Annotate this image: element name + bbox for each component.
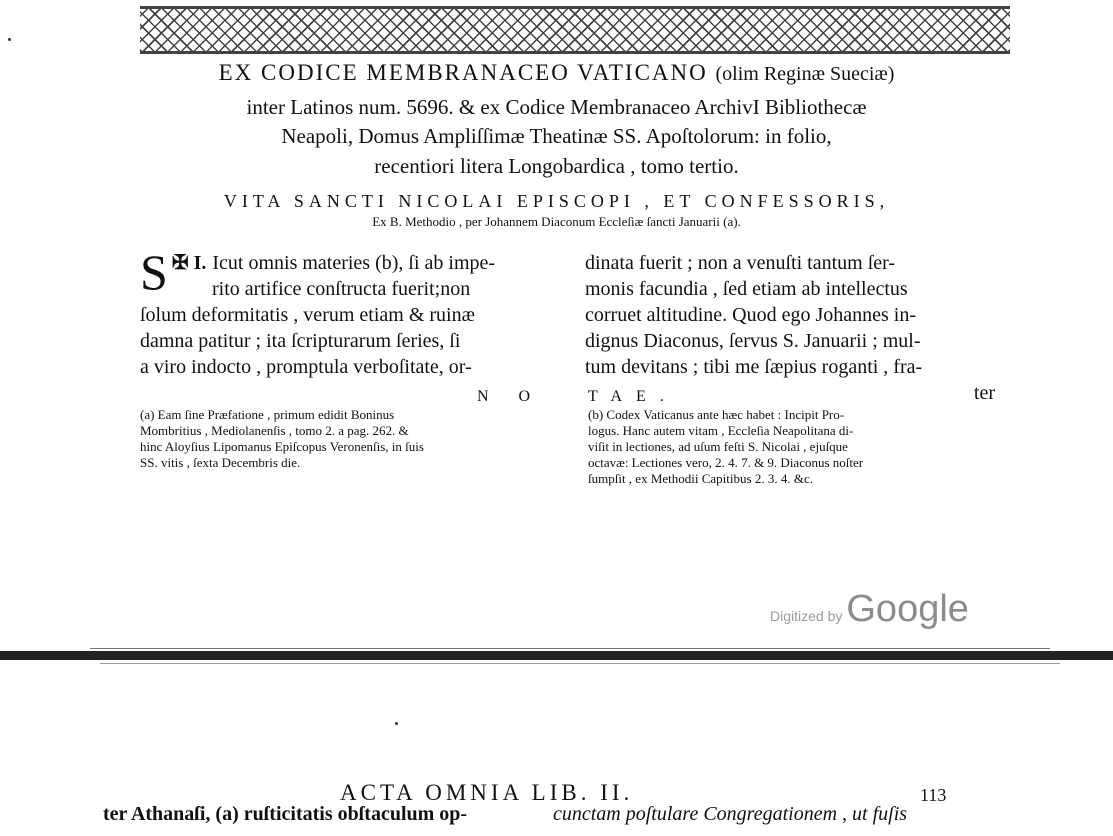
- footnote-b: [588, 407, 863, 487]
- page-divider: [0, 651, 1113, 660]
- page-divider-thin-bottom: [100, 663, 1060, 664]
- codex-title-paren: (olim Reginæ Sueciæ): [715, 63, 895, 85]
- footnote-a-line: (a) Eam ſine Præfatione , primum edidit Boninus: [140, 407, 395, 422]
- codex-line-3: Neapoli, Domus Ampliſſimæ Theatinæ SS. Apoſtolorum: in folio,: [281, 124, 832, 148]
- body-right-line-4: dignus Diaconus, ſervus S. Januarii ; mul-: [585, 330, 921, 352]
- next-page-left-line: ter Athanaſi, (a) ruſticitatis obſtaculum op-: [103, 803, 468, 825]
- body-left-line-4: damna patitur ; ita ſcripturarum ſeries, ſi: [140, 330, 461, 352]
- body-column-right: [585, 250, 1015, 406]
- body-right-line-5: tum devitans ; tibi me ſæpius roganti , fra-: [585, 356, 923, 378]
- footnote-b-line: logus. Hanc autem vitam , Eccleſia Neapolitana di-: [588, 423, 854, 438]
- vita-heading: VITA SANCTI NICOLAI EPISCOPI , ET CONFESSORIS,: [223, 191, 890, 211]
- next-page-right-line: cunctam poſtulare Congregationem , ut fuſis: [553, 803, 908, 825]
- codex-title-main: EX CODICE MEMBRANACEO VATICANO: [218, 60, 708, 85]
- scan-speck: [395, 722, 398, 725]
- body-right-line-6: ter: [973, 382, 995, 404]
- next-page-number: 113: [920, 785, 947, 805]
- body-left-line-1-text: Icut omnis materies (b), ſi ab impe-: [212, 252, 496, 274]
- notae-heading-right: TAE.: [588, 388, 678, 405]
- body-right-line-3: corruet altitudine. Quod ego Johannes in-: [585, 304, 917, 326]
- footnote-a-line: Mombritius , Mediolanenſis , tomo 2. a pag. 262. &: [140, 423, 409, 438]
- footnote-a-line: SS. vitis , ſexta Decembris die.: [140, 455, 301, 470]
- section-marker: ✠ I.: [171, 252, 207, 274]
- body-left-line-5: a viro indocto , promptula verboſitate, or-: [140, 356, 472, 378]
- body-right-line-2: monis facundia , ſed etiam ab intellectus: [585, 278, 908, 300]
- drop-cap: S: [140, 244, 168, 300]
- decorative-ornament-band: [140, 6, 1010, 54]
- footnote-b-line: octavæ: Lectiones vero, 2. 4. 7. & 9. Diaconus noſter: [588, 455, 864, 470]
- next-page-header: ACTA OMNIA LIB. II.: [340, 780, 634, 805]
- codex-line-2: inter Latinos num. 5696. & ex Codice Membranaceo ArchivI Bibliothecæ: [246, 95, 867, 119]
- codex-title: [0, 60, 1113, 86]
- digitized-watermark: [770, 588, 969, 631]
- footnote-a: [140, 407, 424, 471]
- footnote-a-line: hinc Aloyſius Lipomanus Epiſcopus Veronenſis, in ſuis: [140, 439, 424, 454]
- footnote-b-line: viſit in lectiones, ad uſum feſti S. Nicolai , ejuſque: [588, 439, 848, 454]
- body-left-line-3: ſolum deformitatis , verum etiam & ruinæ: [140, 304, 475, 326]
- footnote-b-line: ſumpſit , ex Methodii Capitibus 2. 3. 4. &c.: [588, 471, 813, 486]
- footnote-b-line: (b) Codex Vaticanus ante hæc habet : Incipit Pro-: [588, 407, 845, 422]
- scan-speck: [8, 38, 11, 41]
- vita-subheading: Ex B. Methodio , per Johannem Diaconum Eccleſiæ ſancti Januarii (a).: [372, 214, 741, 229]
- body-column-left: [140, 244, 570, 380]
- google-logo: Google: [846, 588, 969, 630]
- digitized-by-text: Digitized by: [770, 608, 843, 624]
- codex-line-4: recentiori litera Longobardica , tomo tertio.: [374, 154, 739, 178]
- body-left-line-2: rito artifice conſtructa fuerit;non: [212, 278, 471, 300]
- page-divider-thin-top: [90, 648, 1050, 649]
- body-right-line-1: dinata fuerit ; non a venuſti tantum ſer-: [585, 252, 896, 274]
- notae-heading-left: NO: [477, 388, 561, 405]
